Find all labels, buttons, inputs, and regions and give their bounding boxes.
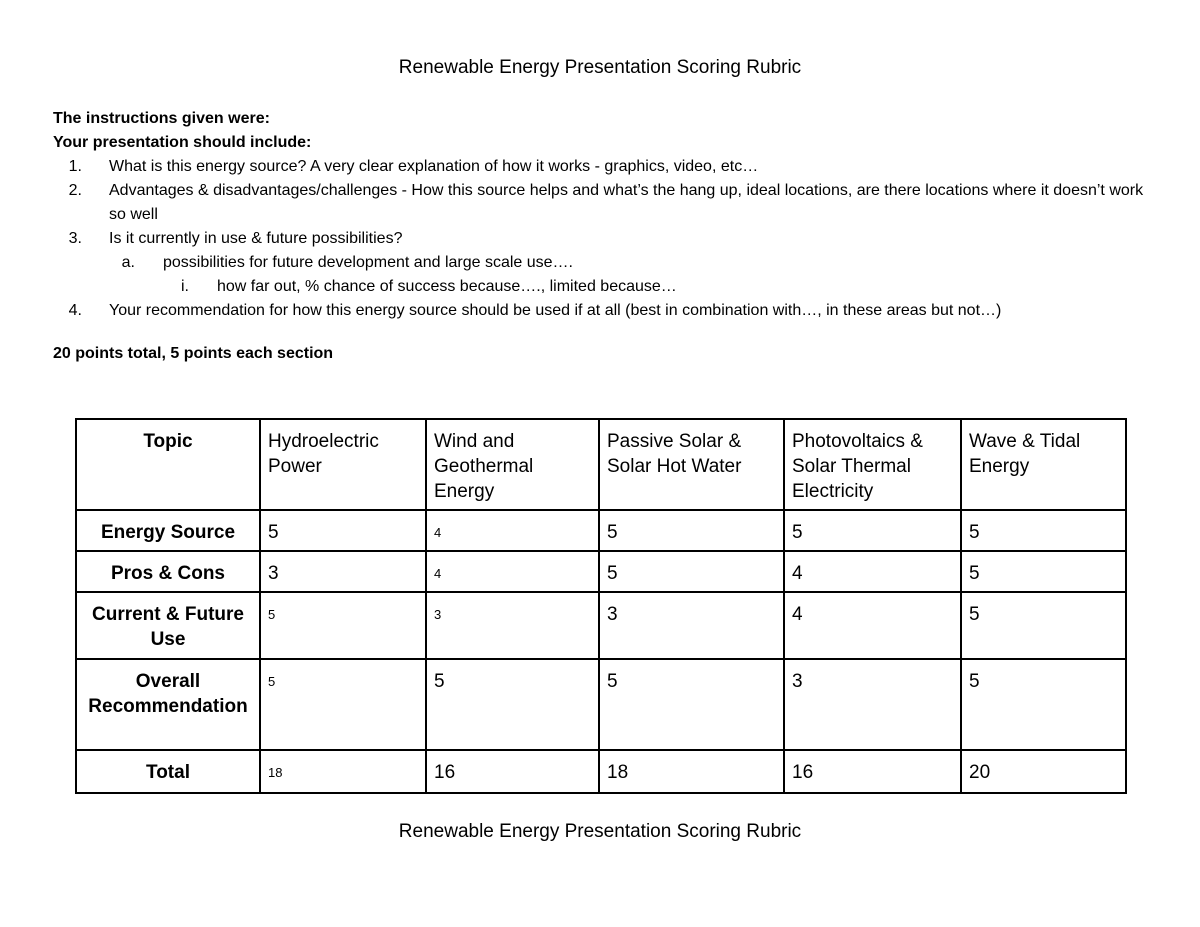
column-header: Photovoltaics & Solar Thermal Electricity: [784, 419, 961, 510]
row-label: Pros & Cons: [76, 551, 260, 592]
score-cell: 5: [961, 510, 1126, 551]
list-subsubitem: [53, 275, 1163, 299]
table-row: [76, 551, 1126, 592]
score-cell: 4: [426, 510, 599, 551]
score-cell: 3: [784, 659, 961, 750]
score-cell: 3: [599, 592, 784, 659]
row-label: Energy Source: [76, 510, 260, 551]
list-item: [53, 227, 1163, 251]
list-text: possibilities for future development and large scale use….: [163, 254, 573, 271]
row-label: Overall Recommendation: [76, 659, 260, 750]
list-number: 1.: [68, 158, 82, 175]
list-number: 4.: [68, 302, 82, 319]
row-label: Total: [76, 750, 260, 793]
score-cell: 5: [599, 510, 784, 551]
footer-title: Renewable Energy Presentation Scoring Rubric: [398, 821, 802, 842]
column-header-topic: Topic: [76, 419, 260, 510]
points-note: 20 points total, 5 points each section: [53, 345, 334, 362]
table-total-row: [76, 750, 1126, 793]
list-number: 2.: [68, 182, 82, 199]
score-cell: 5: [961, 659, 1126, 750]
score-cell: 16: [426, 750, 599, 793]
list-text: What is this energy source? A very clear explanation of how it works - graphics, video, etc…: [109, 158, 759, 175]
list-subitem: [53, 251, 1163, 275]
document-title: Renewable Energy Presentation Scoring Rubric: [398, 57, 802, 78]
score-cell: 5: [961, 592, 1126, 659]
score-cell: 3: [260, 551, 426, 592]
score-cell: 18: [260, 750, 426, 793]
table-row: [76, 659, 1126, 750]
list-item: [53, 299, 1163, 323]
instructions-intro: The instructions given were:: [53, 110, 270, 127]
list-number: i.: [181, 278, 189, 295]
score-cell: 4: [426, 551, 599, 592]
score-cell: 5: [426, 659, 599, 750]
score-cell: 5: [599, 551, 784, 592]
list-text: Advantages & disadvantages/challenges - How this source helps and what’s the hang up, ideal locations, are there locations where it doesn’t work so well: [109, 182, 1144, 223]
list-number: a.: [121, 254, 135, 271]
score-cell: 16: [784, 750, 961, 793]
score-cell: 5: [260, 510, 426, 551]
list-text: Is it currently in use & future possibilities?: [109, 230, 403, 247]
table-row: [76, 510, 1126, 551]
score-cell: 5: [784, 510, 961, 551]
column-header: Passive Solar & Solar Hot Water: [599, 419, 784, 510]
column-header: Wave & Tidal Energy: [961, 419, 1126, 510]
list-item: [53, 155, 1163, 179]
score-cell: 18: [599, 750, 784, 793]
column-header: Hydroelectric Power: [260, 419, 426, 510]
list-text: Your recommendation for how this energy source should be used if at all (best in combination with…, in these areas but not…): [109, 302, 1002, 319]
score-cell: 4: [784, 592, 961, 659]
score-cell: 5: [260, 592, 426, 659]
list-text: how far out, % chance of success because…., limited because…: [217, 278, 677, 295]
list-number: 3.: [68, 230, 82, 247]
list-item: [53, 179, 1163, 227]
instructions-subheading: Your presentation should include:: [53, 134, 312, 151]
score-cell: 4: [784, 551, 961, 592]
score-cell: 5: [260, 659, 426, 750]
row-label: Current & Future Use: [76, 592, 260, 659]
column-header: Wind and Geothermal Energy: [426, 419, 599, 510]
instructions-block: [53, 107, 1163, 323]
score-cell: 3: [426, 592, 599, 659]
score-cell: 20: [961, 750, 1126, 793]
table-row: [76, 592, 1126, 659]
scoring-table: [75, 418, 1127, 794]
score-cell: 5: [961, 551, 1126, 592]
table-header-row: [76, 419, 1126, 510]
score-cell: 5: [599, 659, 784, 750]
